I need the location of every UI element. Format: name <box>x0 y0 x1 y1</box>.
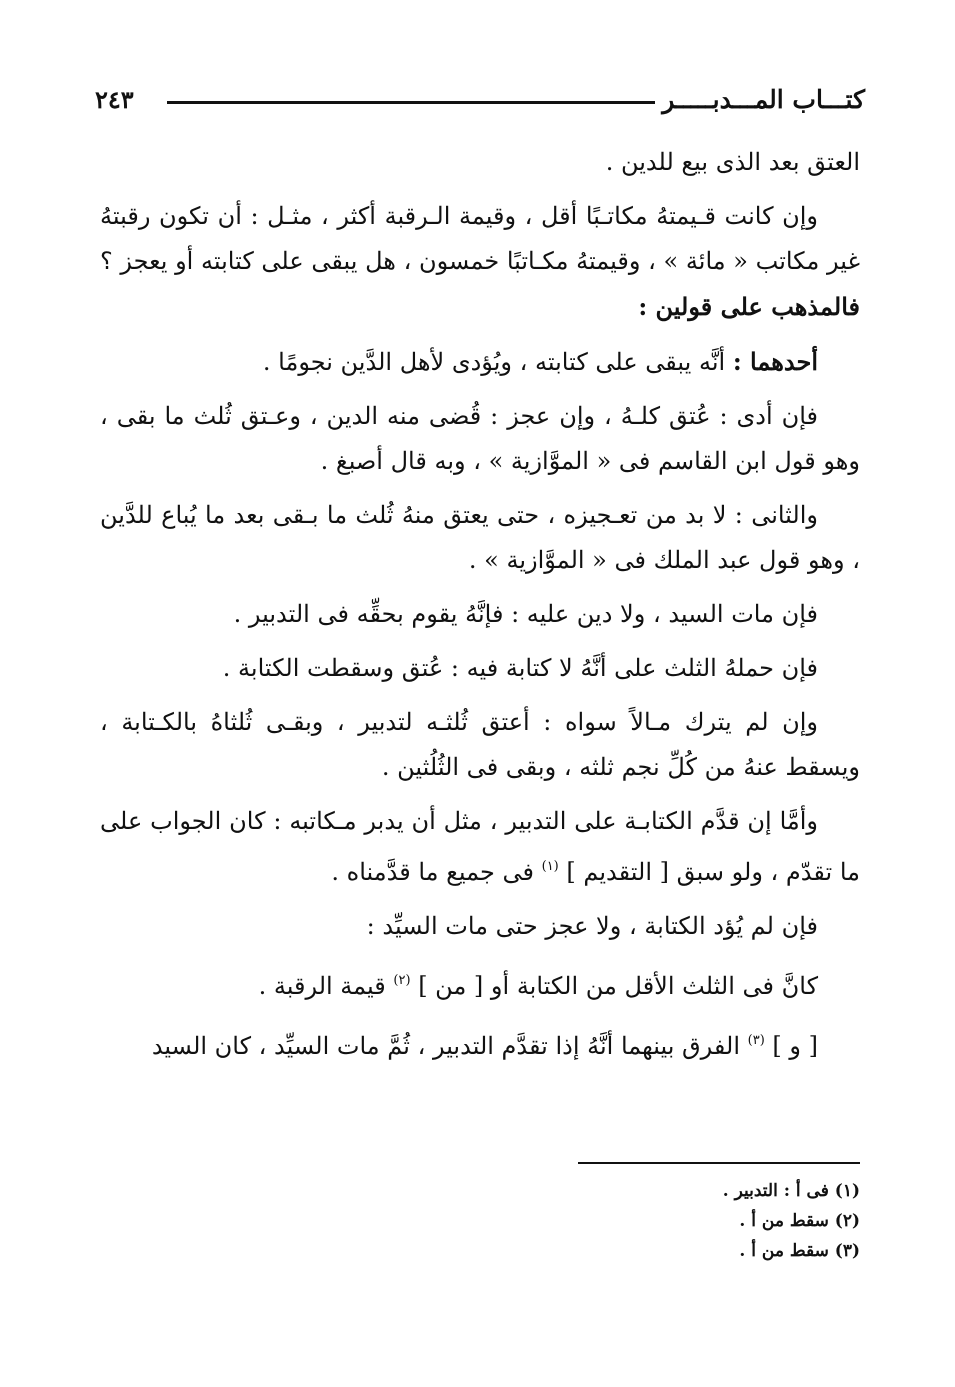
paragraph-9 <box>100 799 860 895</box>
paragraph-3-text: أنَّه يبقى على كتابته ، ويُؤدى لأهل الدَّين نجومًا . <box>262 348 726 376</box>
paragraph-2 <box>100 194 860 330</box>
paragraph-2-bold: فالمذهب على قولين : <box>638 292 860 321</box>
paragraph-10: فإن لم يُؤد الكتابة ، ولا عجز حتى مات السيِّد : <box>366 912 818 940</box>
paragraph-6: فإن مات السيد ، ولا دين عليه : فإنَّهُ يقوم بحقِّه فى التدبير . <box>233 600 818 628</box>
footnote-ref-2: (٢) <box>393 973 411 988</box>
paragraph-8: وإن لم يترك مـالاً سواه : أعتق ثُلثـه لتدبير ، وبقـى ثُلثاهُ بالكـتابة ، ويسقط عنهُ من كُلِّ نجم ثلثه ، وبقى فى الثُلُثين . <box>100 708 860 781</box>
paragraph-9-text-a: وأمَّا إن قدَّم الكتابـة على التدبير ، مثل أن يدبر مـكاتبه : كان الجواب على ما تقدّم ، ولو سبق [ التقديم ] <box>100 807 860 886</box>
paragraph-11-text-a: كانَّ فى الثلث الأقل من الكتابة أو [ من ] <box>418 972 818 1000</box>
paragraph-12 <box>100 1018 860 1069</box>
running-header <box>95 80 865 120</box>
paragraph-4: فإن أدى : عُتق كلـهُ ، وإن عجز : قُضى منه الدين ، وعـتق ثُلث ما بقى ، وهو قول ابن القاسم فى « الموَّازية » ، وبه قال أصبغ . <box>100 402 860 475</box>
paragraph-1: العتق بعد الذى بيع للدين . <box>605 148 860 176</box>
page-number: ٢٤٣ <box>95 85 134 114</box>
footnote-rule <box>578 1162 860 1164</box>
main-text <box>100 140 860 1078</box>
footnotes <box>460 1176 860 1266</box>
footnote-ref-1: (١) <box>541 859 559 874</box>
footnote-ref-3: (٣) <box>747 1033 765 1048</box>
running-header-title: كتـــاب المـــدبـــــر <box>662 85 865 114</box>
header-rule <box>167 101 655 104</box>
paragraph-7: فإن حملهُ الثلث على أنَّهُ لا كتابة فيه : عُتق وسقطت الكتابة . <box>222 654 818 682</box>
footnote-1: (١) فى أ : التدبير . <box>722 1181 860 1201</box>
paragraph-3-heading: أحدهما : <box>732 347 818 376</box>
paragraph-2-text: وإن كانت قـيمتهُ مكاتـبًا أقل ، وقيمة الـرقبة أكثر ، مثـل : أن تكون رقبتهُ غير مكاتب « مائة » ، وقيمتهُ مكـاتبًا خمسون ، هل يبقى على كتابته أو يعجز ؟ <box>100 202 860 275</box>
paragraph-12-text-a: [ و ] <box>772 1032 818 1060</box>
paragraph-9-text-b: فى جميع ما قدَّمناه . <box>331 858 534 886</box>
footnote-3: (٣) سقط من أ . <box>739 1241 860 1261</box>
footnote-2: (٢) سقط من أ . <box>739 1211 860 1231</box>
paragraph-12-text-b: الفرق بينهما أنَّهُ إذا تقدَّم التدبير ، ثُمَّ مات السيِّد ، كان السيد <box>151 1032 740 1060</box>
paragraph-11 <box>100 958 860 1009</box>
paragraph-11-text-b: قيمة الرقبة . <box>258 972 386 1000</box>
paragraph-5: والثانى : لا بد من تعـجيزه ، حتى يعتق منهُ ثُلث ما بـقى بعد ما يُباع للدَّين ، وهو قول عبد الملك فى « الموَّازية » . <box>100 501 860 574</box>
paragraph-3 <box>100 339 860 385</box>
